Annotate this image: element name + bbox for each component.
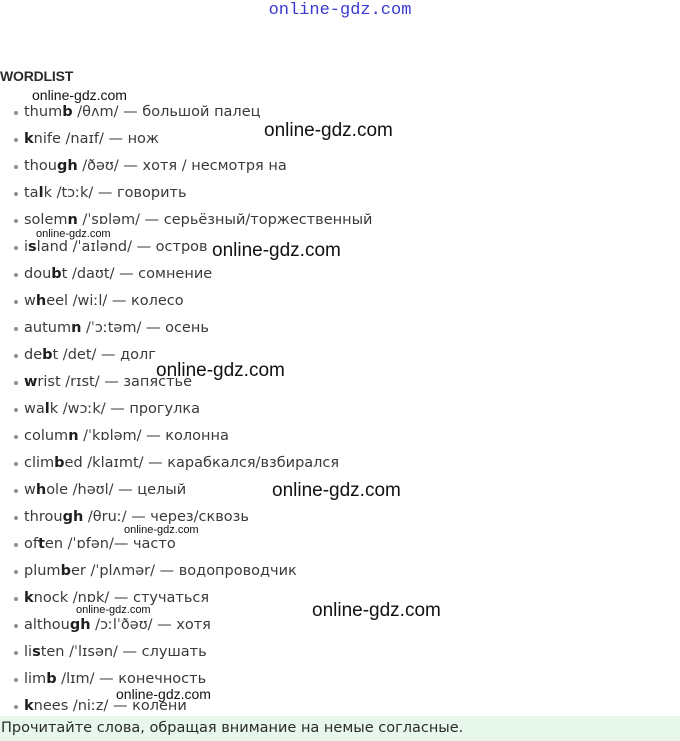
bullet-icon xyxy=(14,678,18,682)
watermark: online-gdz.com xyxy=(32,87,127,103)
english-word: plumber xyxy=(24,563,86,579)
bullet-icon xyxy=(14,651,18,655)
bullet-icon xyxy=(14,462,18,466)
wordlist-item xyxy=(0,153,372,180)
silent-letters: n xyxy=(68,428,79,444)
bullet-icon xyxy=(14,516,18,520)
bullet-icon xyxy=(14,705,18,709)
english-word: wrist xyxy=(24,374,61,390)
word-entry xyxy=(24,671,206,687)
transcription-translation: /ðəʊ/ — хотя / несмотря на xyxy=(77,158,287,174)
silent-letters: k xyxy=(24,131,34,147)
watermark: online-gdz.com xyxy=(264,120,393,141)
english-word: talk xyxy=(24,185,52,201)
transcription-translation: /wiːl/ — колесо xyxy=(68,293,184,309)
watermark: online-gdz.com xyxy=(36,228,111,240)
english-word: though xyxy=(24,158,78,174)
transcription-translation: /tɔːk/ — говорить xyxy=(51,185,187,201)
word-entry xyxy=(24,320,209,336)
transcription-translation: /niːz/ — колени xyxy=(68,698,187,714)
transcription-translation: /θʌm/ — большой палец xyxy=(72,104,261,120)
english-word: solemn xyxy=(24,212,78,228)
word-entry xyxy=(24,293,184,309)
wordlist-item xyxy=(0,396,372,423)
transcription-translation: /naɪf/ — нож xyxy=(60,131,159,147)
silent-letters: b xyxy=(60,563,71,579)
task-instruction: Прочитайте слова, обращая внимание на немые согласные. xyxy=(0,716,680,741)
wordlist-item xyxy=(0,315,372,342)
watermark-top: online-gdz.com xyxy=(268,1,412,20)
word-entry xyxy=(24,347,156,363)
wordlist-item xyxy=(0,558,372,585)
wordlist-item xyxy=(0,423,372,450)
word-entry xyxy=(24,482,186,498)
wordlist-item xyxy=(0,450,372,477)
transcription-translation: /ˈplʌmər/ — водопроводчик xyxy=(85,563,297,579)
silent-letters: gh xyxy=(62,509,84,525)
watermark: online-gdz.com xyxy=(76,604,151,616)
transcription-translation: /ˈaɪlənd/ — остров xyxy=(67,239,208,255)
english-word: listen xyxy=(24,644,65,660)
transcription-translation: /wɔːk/ — прогулка xyxy=(58,401,201,417)
word-entry xyxy=(24,185,187,201)
english-word: limb xyxy=(24,671,57,687)
bullet-icon xyxy=(14,165,18,169)
silent-letters: l xyxy=(38,185,44,201)
silent-letters: gh xyxy=(69,617,91,633)
bullet-icon xyxy=(14,300,18,304)
bullet-icon xyxy=(14,219,18,223)
word-entry xyxy=(24,428,229,444)
wordlist-item xyxy=(0,288,372,315)
silent-letters: h xyxy=(35,482,47,498)
english-word: knees xyxy=(24,698,69,714)
word-entry xyxy=(24,131,159,147)
silent-letters: n xyxy=(67,212,78,228)
bullet-icon xyxy=(14,489,18,493)
english-word: debt xyxy=(24,347,59,363)
transcription-translation: /ˈɒfən/— часто xyxy=(63,536,176,552)
word-entry xyxy=(24,509,249,525)
transcription-translation: /lɪm/ — конечность xyxy=(56,671,207,687)
transcription-translation: /klaɪmt/ — карабкался/взбирался xyxy=(82,455,340,471)
bullet-icon xyxy=(14,192,18,196)
bullet-icon xyxy=(14,408,18,412)
english-word: wheel xyxy=(24,293,69,309)
watermark: online-gdz.com xyxy=(272,480,401,501)
transcription-translation: /rɪst/ — запястье xyxy=(60,374,193,390)
silent-letters: t xyxy=(37,536,45,552)
word-entry xyxy=(24,104,261,120)
watermark: online-gdz.com xyxy=(156,360,285,381)
transcription-translation: /det/ — долг xyxy=(58,347,156,363)
english-word: climbed xyxy=(24,455,83,471)
watermark: online-gdz.com xyxy=(212,240,341,261)
silent-letters: k xyxy=(24,590,34,606)
word-entry xyxy=(24,266,212,282)
wordlist-item xyxy=(0,639,372,666)
wordlist xyxy=(0,99,372,720)
transcription-translation: /θruː/ — через/сквозь xyxy=(83,509,249,525)
watermark: online-gdz.com xyxy=(116,686,211,702)
silent-letters: b xyxy=(54,455,65,471)
transcription-translation: /ˈkɒləm/ — колонна xyxy=(78,428,229,444)
english-word: thumb xyxy=(24,104,73,120)
wordlist-heading: WORDLIST xyxy=(0,68,74,84)
silent-letters: l xyxy=(44,401,50,417)
watermark: online-gdz.com xyxy=(312,600,441,621)
transcription-translation: /ˈɔːtəm/ — осень xyxy=(81,320,209,336)
word-entry xyxy=(24,563,297,579)
bullet-icon xyxy=(14,354,18,358)
bullet-icon xyxy=(14,273,18,277)
silent-letters: w xyxy=(24,374,38,390)
english-word: knock xyxy=(24,590,69,606)
english-word: although xyxy=(24,617,91,633)
english-word: island xyxy=(24,239,68,255)
bullet-icon xyxy=(14,570,18,574)
bullet-icon xyxy=(14,327,18,331)
english-word: knife xyxy=(24,131,61,147)
bullet-icon xyxy=(14,111,18,115)
transcription-translation: /ˈsɒləm/ — серьёзный/торжественный xyxy=(77,212,373,228)
word-entry xyxy=(24,536,176,552)
english-word: often xyxy=(24,536,64,552)
silent-letters: b xyxy=(42,347,53,363)
silent-letters: h xyxy=(35,293,47,309)
silent-letters: n xyxy=(71,320,82,336)
word-entry xyxy=(24,401,200,417)
silent-letters: b xyxy=(46,671,57,687)
english-word: walk xyxy=(24,401,59,417)
word-entry xyxy=(24,644,207,660)
bullet-icon xyxy=(14,624,18,628)
bullet-icon xyxy=(14,543,18,547)
word-entry xyxy=(24,617,211,633)
english-word: whole xyxy=(24,482,69,498)
silent-letters: gh xyxy=(56,158,78,174)
wordlist-item xyxy=(0,180,372,207)
transcription-translation: /həʊl/ — целый xyxy=(68,482,187,498)
bullet-icon xyxy=(14,597,18,601)
bullet-icon xyxy=(14,435,18,439)
wordlist-item xyxy=(0,261,372,288)
bullet-icon xyxy=(14,138,18,142)
word-entry xyxy=(24,239,208,255)
silent-letters: b xyxy=(62,104,73,120)
word-entry xyxy=(24,455,339,471)
transcription-translation: /nɒk/ — стучаться xyxy=(68,590,210,606)
transcription-translation: /daʊt/ — сомнение xyxy=(67,266,213,282)
bullet-icon xyxy=(14,246,18,250)
english-word: column xyxy=(24,428,79,444)
bullet-icon xyxy=(14,381,18,385)
word-entry xyxy=(24,212,372,228)
word-entry xyxy=(24,158,287,174)
english-word: doubt xyxy=(24,266,68,282)
silent-letters: b xyxy=(51,266,62,282)
transcription-translation: /ɔːlˈðəʊ/ — хотя xyxy=(90,617,211,633)
transcription-translation: /ˈlɪsən/ — слушать xyxy=(64,644,207,660)
silent-letters: k xyxy=(24,698,34,714)
english-word: through xyxy=(24,509,84,525)
silent-letters: s xyxy=(28,239,37,255)
silent-letters: s xyxy=(32,644,41,660)
watermark: online-gdz.com xyxy=(124,524,199,536)
english-word: autumn xyxy=(24,320,82,336)
